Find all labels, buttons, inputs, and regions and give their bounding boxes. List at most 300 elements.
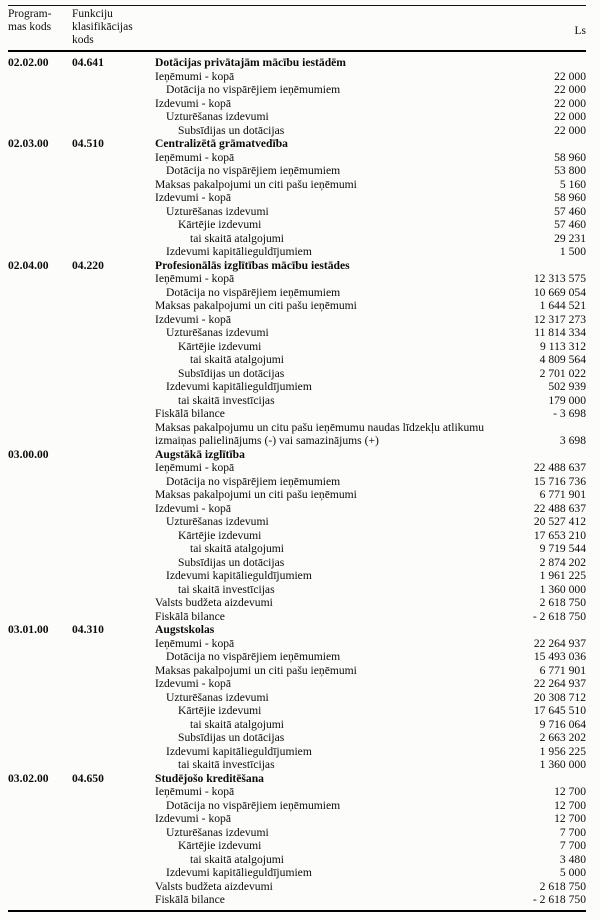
budget-row bbox=[8, 83, 586, 97]
function-code bbox=[72, 367, 155, 381]
row-value: 22 000 bbox=[554, 123, 586, 137]
function-code bbox=[72, 529, 155, 543]
budget-row bbox=[8, 556, 586, 570]
row-label: Izdevumi - kopā bbox=[155, 501, 231, 515]
row-value: 22 000 bbox=[554, 96, 586, 110]
program-code bbox=[8, 529, 72, 543]
program-code bbox=[8, 178, 72, 192]
row-value: 1 961 225 bbox=[539, 569, 586, 582]
program-code bbox=[8, 718, 72, 732]
table-header bbox=[8, 6, 586, 48]
row-label: Dotācija no vispārējiem ieņēmumiem bbox=[166, 650, 341, 663]
section-title-row bbox=[8, 623, 586, 637]
budget-row bbox=[8, 866, 586, 880]
program-code bbox=[8, 191, 72, 205]
function-code bbox=[72, 124, 155, 138]
function-code bbox=[72, 583, 155, 597]
function-code bbox=[72, 461, 155, 475]
function-code bbox=[72, 286, 155, 300]
budget-row bbox=[8, 394, 586, 408]
row-label: Izdevumi kapitālieguldījumiem bbox=[166, 569, 312, 582]
function-code bbox=[72, 812, 155, 826]
budget-row bbox=[8, 232, 586, 246]
row-label: tai skaitā investīcijas bbox=[178, 393, 275, 407]
function-code bbox=[72, 475, 155, 489]
function-code bbox=[72, 70, 155, 84]
row-value: 7 700 bbox=[559, 839, 586, 852]
budget-row bbox=[8, 745, 586, 759]
budget-row bbox=[8, 97, 586, 111]
row-value: 53 800 bbox=[554, 164, 586, 177]
section-title: Profesionālās izglītības mācību iestādes bbox=[155, 258, 350, 272]
program-code bbox=[8, 610, 72, 624]
program-code bbox=[8, 421, 72, 448]
bottom-rule bbox=[8, 910, 586, 912]
row-value: 6 771 901 bbox=[539, 488, 586, 501]
row-label: Uzturēšanas izdevumi bbox=[166, 204, 269, 218]
row-label: tai skaitā investīcijas bbox=[178, 758, 275, 771]
program-code bbox=[8, 245, 72, 259]
function-code: 04.510 bbox=[72, 137, 104, 150]
row-label: Ieņēmumi - kopā bbox=[155, 272, 235, 285]
row-label: tai skaitā atalgojumi bbox=[190, 231, 285, 245]
program-code bbox=[8, 866, 72, 880]
program-code bbox=[8, 637, 72, 651]
budget-row bbox=[8, 205, 586, 219]
section-title-row bbox=[8, 137, 586, 151]
row-value: 1 644 521 bbox=[539, 299, 586, 312]
row-value: 1 360 000 bbox=[539, 758, 586, 771]
budget-row bbox=[8, 286, 586, 300]
row-label: Ieņēmumi - kopā bbox=[155, 785, 235, 798]
function-code bbox=[72, 97, 155, 111]
row-value: 7 700 bbox=[559, 825, 586, 839]
row-value: 29 231 bbox=[554, 231, 586, 245]
program-code bbox=[8, 272, 72, 286]
function-code bbox=[72, 394, 155, 408]
row-label: Kārtējie izdevumi bbox=[178, 339, 262, 353]
budget-row bbox=[8, 880, 586, 894]
function-code bbox=[72, 515, 155, 529]
function-code bbox=[72, 704, 155, 718]
budget-row bbox=[8, 313, 586, 327]
row-label: Izdevumi kapitālieguldījumiem bbox=[166, 866, 312, 879]
function-code bbox=[72, 745, 155, 759]
function-code bbox=[72, 569, 155, 583]
row-value: 9 113 312 bbox=[540, 339, 586, 353]
program-code bbox=[8, 893, 72, 907]
budget-row bbox=[8, 893, 586, 907]
row-label: Uzturēšanas izdevumi bbox=[166, 825, 269, 839]
program-code bbox=[8, 124, 72, 138]
row-value: 10 669 054 bbox=[533, 285, 586, 299]
function-code bbox=[72, 407, 155, 421]
budget-row bbox=[8, 731, 586, 745]
program-code: 03.00.00 bbox=[8, 447, 49, 461]
program-code bbox=[8, 299, 72, 313]
function-code bbox=[72, 421, 155, 448]
row-label: tai skaitā atalgojumi bbox=[190, 852, 285, 866]
program-code bbox=[8, 853, 72, 867]
row-label: Dotācija no vispārējiem ieņēmumiem bbox=[166, 474, 341, 488]
function-code bbox=[72, 164, 155, 178]
program-code bbox=[8, 799, 72, 813]
function-code: 04.220 bbox=[72, 258, 104, 272]
row-value: 20 308 712 bbox=[533, 690, 586, 704]
function-code bbox=[72, 218, 155, 232]
function-code bbox=[72, 502, 155, 516]
row-label: Fiskālā bilance bbox=[155, 893, 225, 906]
program-code: 03.01.00 bbox=[8, 623, 49, 636]
program-code bbox=[8, 691, 72, 705]
section-title-row bbox=[8, 448, 586, 462]
col-header-text: kods bbox=[72, 34, 94, 46]
row-label: Izdevumi - kopā bbox=[155, 812, 231, 825]
row-value: 22 264 937 bbox=[533, 677, 586, 690]
function-code: 04.310 bbox=[72, 623, 104, 636]
function-code bbox=[72, 380, 155, 394]
budget-row bbox=[8, 367, 586, 381]
row-label: Dotācija no vispārējiem ieņēmumiem bbox=[166, 285, 341, 299]
row-label: Uzturēšanas izdevumi bbox=[166, 326, 269, 339]
col-header-function-code bbox=[72, 8, 162, 47]
row-label: Maksas pakalpojumi un citi pašu ieņēmumi bbox=[155, 299, 357, 312]
function-code bbox=[72, 326, 155, 340]
budget-row bbox=[8, 475, 586, 489]
program-code bbox=[8, 650, 72, 664]
row-value: 2 663 202 bbox=[539, 731, 586, 744]
program-code bbox=[8, 326, 72, 340]
budget-row bbox=[8, 718, 586, 732]
row-label: Maksas pakalpojumi un citi pašu ieņēmumi bbox=[155, 177, 357, 191]
row-value: 2 618 750 bbox=[539, 879, 586, 893]
budget-row bbox=[8, 380, 586, 394]
budget-row bbox=[8, 407, 586, 421]
budget-row bbox=[8, 583, 586, 597]
function-code bbox=[72, 272, 155, 286]
row-label: Izdevumi - kopā bbox=[155, 96, 231, 110]
row-value: 502 939 bbox=[548, 380, 586, 393]
col-header-program-code bbox=[8, 8, 72, 47]
program-code bbox=[8, 826, 72, 840]
section-title-row bbox=[8, 772, 586, 786]
row-value: 22 000 bbox=[554, 83, 586, 96]
col-header-text: mas kods bbox=[8, 21, 52, 33]
budget-row bbox=[8, 650, 586, 664]
budget-row bbox=[8, 542, 586, 556]
row-value: 58 960 bbox=[554, 150, 586, 164]
section-title-row bbox=[8, 259, 586, 273]
row-label: Izdevumi kapitālieguldījumiem bbox=[166, 744, 312, 758]
budget-row bbox=[8, 691, 586, 705]
budget-row bbox=[8, 529, 586, 543]
row-value: 6 771 901 bbox=[539, 663, 586, 677]
row-label: tai skaitā investīcijas bbox=[178, 582, 275, 596]
row-value: 15 493 036 bbox=[533, 650, 586, 663]
program-code bbox=[8, 232, 72, 246]
function-code bbox=[72, 677, 155, 691]
function-code bbox=[72, 664, 155, 678]
row-value: 12 700 bbox=[554, 785, 586, 798]
budget-row bbox=[8, 461, 586, 475]
function-code bbox=[72, 826, 155, 840]
budget-row bbox=[8, 664, 586, 678]
function-code bbox=[72, 731, 155, 745]
row-value: 12 700 bbox=[554, 812, 586, 825]
function-code bbox=[72, 488, 155, 502]
program-code bbox=[8, 83, 72, 97]
budget-row bbox=[8, 340, 586, 354]
program-code bbox=[8, 151, 72, 165]
section-title: Dotācijas privātajām mācību iestādēm bbox=[155, 56, 346, 69]
row-label: Dotācija no vispārējiem ieņēmumiem bbox=[166, 798, 341, 812]
program-code bbox=[8, 70, 72, 84]
program-code bbox=[8, 812, 72, 826]
program-code: 02.02.00 bbox=[8, 56, 49, 69]
row-value: 57 460 bbox=[554, 218, 586, 231]
function-code bbox=[72, 313, 155, 327]
function-code bbox=[72, 245, 155, 259]
row-value: 9 716 064 bbox=[539, 717, 586, 731]
program-code bbox=[8, 110, 72, 124]
program-code bbox=[8, 583, 72, 597]
row-value: 12 700 bbox=[554, 798, 586, 812]
row-label: tai skaitā atalgojumi bbox=[190, 542, 285, 555]
section-title: Augstskolas bbox=[155, 623, 215, 636]
col-header-text: Funkciju bbox=[72, 8, 113, 20]
row-value: 5 000 bbox=[559, 866, 586, 879]
row-value: 2 618 750 bbox=[539, 596, 586, 609]
row-label: Kārtējie izdevumi bbox=[178, 839, 262, 852]
program-code bbox=[8, 704, 72, 718]
budget-row bbox=[8, 812, 586, 826]
program-code bbox=[8, 367, 72, 381]
program-code bbox=[8, 502, 72, 516]
row-label: Uzturēšanas izdevumi bbox=[166, 515, 269, 528]
program-code bbox=[8, 569, 72, 583]
row-value: - 3 698 bbox=[553, 407, 586, 420]
row-value: 15 716 736 bbox=[533, 474, 586, 488]
program-code bbox=[8, 758, 72, 772]
row-label: Izdevumi kapitālieguldījumiem bbox=[166, 245, 312, 258]
program-code bbox=[8, 340, 72, 354]
program-code bbox=[8, 353, 72, 367]
budget-row bbox=[8, 610, 586, 624]
budget-row bbox=[8, 515, 586, 529]
row-value: - 2 618 750 bbox=[532, 893, 586, 906]
row-value: 5 160 bbox=[559, 177, 586, 191]
budget-row bbox=[8, 596, 586, 610]
program-code bbox=[8, 461, 72, 475]
row-label: Dotācija no vispārējiem ieņēmumiem bbox=[166, 164, 341, 177]
budget-row bbox=[8, 758, 586, 772]
row-value: 2 874 202 bbox=[539, 555, 586, 569]
budget-row bbox=[8, 70, 586, 84]
section-title: Augstākā izglītība bbox=[155, 447, 245, 461]
budget-row bbox=[8, 178, 586, 192]
budget-row bbox=[8, 326, 586, 340]
header-rule bbox=[8, 50, 586, 52]
row-label: Ieņēmumi - kopā bbox=[155, 150, 235, 164]
program-code bbox=[8, 407, 72, 421]
section-title: Centralizētā grāmatvedība bbox=[155, 137, 288, 150]
budget-row bbox=[8, 110, 586, 124]
function-code bbox=[72, 191, 155, 205]
program-code bbox=[8, 205, 72, 219]
budget-row bbox=[8, 853, 586, 867]
function-code bbox=[72, 691, 155, 705]
budget-row bbox=[8, 124, 586, 138]
budget-row bbox=[8, 151, 586, 165]
budget-row bbox=[8, 488, 586, 502]
program-code bbox=[8, 731, 72, 745]
row-value: - 2 618 750 bbox=[532, 609, 586, 623]
program-code bbox=[8, 515, 72, 529]
row-label: Ieņēmumi - kopā bbox=[155, 69, 235, 83]
col-header-text: Program- bbox=[8, 8, 52, 20]
row-label: Valsts budžeta aizdevumi bbox=[155, 596, 273, 609]
function-code bbox=[72, 799, 155, 813]
row-value: 17 653 210 bbox=[533, 528, 586, 542]
row-label: Uzturēšanas izdevumi bbox=[166, 110, 269, 123]
budget-row bbox=[8, 785, 586, 799]
budget-row bbox=[8, 245, 586, 259]
program-code bbox=[8, 97, 72, 111]
program-code bbox=[8, 880, 72, 894]
row-value: 2 701 022 bbox=[539, 366, 586, 380]
budget-row bbox=[8, 799, 586, 813]
program-code bbox=[8, 556, 72, 570]
row-label: tai skaitā atalgojumi bbox=[190, 717, 285, 731]
row-value: 17 645 510 bbox=[533, 704, 586, 717]
program-code bbox=[8, 542, 72, 556]
function-code bbox=[72, 110, 155, 124]
row-label: tai skaitā atalgojumi bbox=[190, 353, 285, 366]
function-code: 04.641 bbox=[72, 56, 104, 69]
row-label: Maksas pakalpojumi un citi pašu ieņēmumi bbox=[155, 663, 357, 677]
program-code bbox=[8, 745, 72, 759]
row-value: 4 809 564 bbox=[539, 353, 586, 366]
row-label: Fiskālā bilance bbox=[155, 407, 225, 420]
table-body bbox=[8, 56, 586, 907]
function-code bbox=[72, 839, 155, 853]
row-label: Kārtējie izdevumi bbox=[178, 704, 262, 717]
function-code bbox=[72, 880, 155, 894]
budget-row bbox=[8, 502, 586, 516]
function-code bbox=[72, 610, 155, 624]
row-value: 11 814 334 bbox=[534, 326, 586, 339]
budget-row bbox=[8, 218, 586, 232]
row-label: Dotācija no vispārējiem ieņēmumiem bbox=[166, 83, 341, 96]
program-code bbox=[8, 677, 72, 691]
program-code bbox=[8, 596, 72, 610]
row-value: 58 960 bbox=[554, 191, 586, 204]
budget-row bbox=[8, 677, 586, 691]
row-value: 9 719 544 bbox=[539, 542, 586, 555]
row-value: 1 500 bbox=[559, 245, 586, 258]
row-value: 22 000 bbox=[554, 110, 586, 123]
row-value: 3 698 bbox=[559, 434, 586, 447]
row-value: 12 317 273 bbox=[533, 312, 586, 326]
row-label: Valsts budžeta aizdevumi bbox=[155, 879, 273, 893]
section-title-row bbox=[8, 56, 586, 70]
row-label: Subsīdijas un dotācijas bbox=[178, 555, 285, 569]
function-code bbox=[72, 893, 155, 907]
program-code bbox=[8, 664, 72, 678]
row-label: Subsīdijas un dotācijas bbox=[178, 366, 285, 380]
function-code bbox=[72, 205, 155, 219]
row-label: Ieņēmumi - kopā bbox=[155, 636, 235, 650]
budget-row bbox=[8, 421, 586, 448]
function-code bbox=[72, 637, 155, 651]
program-code bbox=[8, 475, 72, 489]
budget-row bbox=[8, 191, 586, 205]
row-value: 3 480 bbox=[559, 852, 586, 866]
program-code bbox=[8, 218, 72, 232]
row-label: Fiskālā bilance bbox=[155, 609, 225, 623]
function-code bbox=[72, 178, 155, 192]
row-label: Uzturēšanas izdevumi bbox=[166, 690, 269, 704]
function-code bbox=[72, 353, 155, 367]
function-code bbox=[72, 299, 155, 313]
program-code bbox=[8, 164, 72, 178]
program-code bbox=[8, 313, 72, 327]
row-label: Izdevumi kapitālieguldījumiem bbox=[166, 380, 312, 393]
row-value: 179 000 bbox=[548, 393, 586, 407]
row-label: Kārtējie izdevumi bbox=[178, 218, 262, 231]
row-value: 57 460 bbox=[554, 204, 586, 218]
row-label: Maksas pakalpojumu un citu pašu ieņēmumu naudas līdzekļu atlikumu izmaiņas palielinājums (-) vai samazinājums (+) bbox=[155, 420, 485, 447]
function-code bbox=[72, 866, 155, 880]
row-label: Izdevumi - kopā bbox=[155, 191, 231, 204]
program-code bbox=[8, 839, 72, 853]
row-label: Kārtējie izdevumi bbox=[178, 528, 262, 542]
function-code bbox=[72, 596, 155, 610]
row-value: 12 313 575 bbox=[533, 272, 586, 285]
function-code bbox=[72, 340, 155, 354]
budget-row bbox=[8, 353, 586, 367]
program-code bbox=[8, 785, 72, 799]
row-label: Ieņēmumi - kopā bbox=[155, 461, 235, 474]
row-value: 22 488 637 bbox=[533, 501, 586, 515]
program-code bbox=[8, 380, 72, 394]
budget-row bbox=[8, 704, 586, 718]
row-label: Izdevumi - kopā bbox=[155, 677, 231, 690]
row-label: Subsīdijas un dotācijas bbox=[178, 731, 285, 744]
budget-row bbox=[8, 272, 586, 286]
program-code: 02.03.00 bbox=[8, 137, 49, 150]
col-header-currency: Ls bbox=[574, 25, 586, 37]
row-value: 22 264 937 bbox=[533, 636, 586, 650]
row-value: 22 488 637 bbox=[533, 461, 586, 474]
col-header-text: klasifikācijas bbox=[72, 21, 133, 33]
row-value: 1 360 000 bbox=[539, 582, 586, 596]
function-code bbox=[72, 758, 155, 772]
function-code bbox=[72, 448, 155, 462]
budget-row bbox=[8, 826, 586, 840]
function-code bbox=[72, 83, 155, 97]
program-code bbox=[8, 394, 72, 408]
row-value: 22 000 bbox=[554, 69, 586, 83]
function-code bbox=[72, 853, 155, 867]
program-code bbox=[8, 488, 72, 502]
program-code bbox=[8, 286, 72, 300]
function-code bbox=[72, 650, 155, 664]
row-label: Maksas pakalpojumi un citi pašu ieņēmumi bbox=[155, 488, 357, 501]
budget-row bbox=[8, 164, 586, 178]
section-title: Studējošo kreditēšana bbox=[155, 771, 264, 785]
budget-row bbox=[8, 569, 586, 583]
